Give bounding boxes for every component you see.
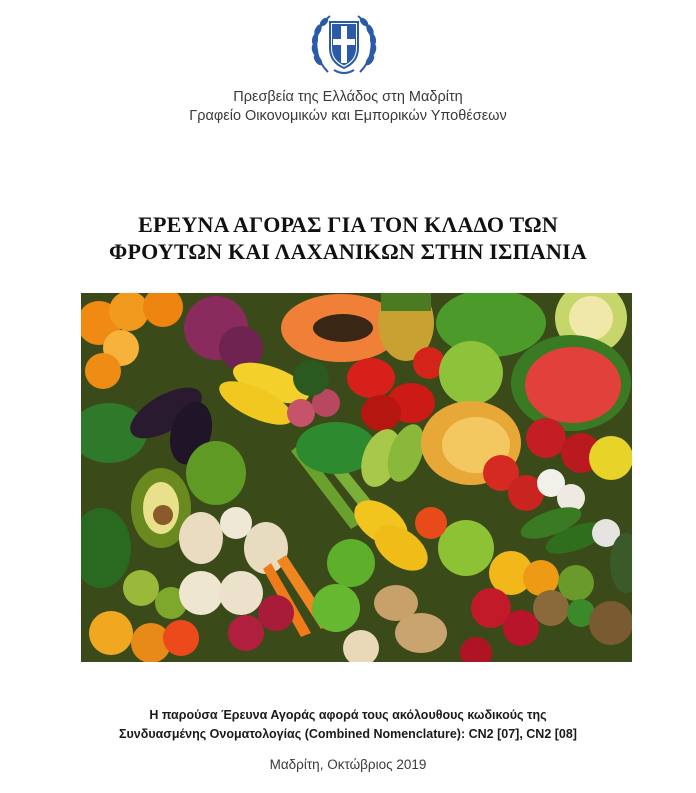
place-and-date: Μαδρίτη, Οκτώβριος 2019	[269, 757, 427, 772]
greek-coat-of-arms-icon	[306, 10, 382, 80]
report-title-line2: ΦΡΟΥΤΩΝ ΚΑΙ ΛΑΧΑΝΙΚΩΝ ΣΤΗΝ ΙΣΠΑΝΙΑ	[109, 239, 587, 264]
nomenclature-note-line2: Συνδυασμένης Ονοματολογίας (Combined Nomenclature): CN2 [07], CN2 [08]	[119, 727, 577, 741]
office-name: Γραφείο Οικονομικών και Εμπορικών Υποθέσεων	[189, 108, 507, 124]
nomenclature-note-line1: Η παρούσα Έρευνα Αγοράς αφορά τους ακόλουθους κωδικούς της	[149, 708, 547, 722]
fruits-and-vegetables-photo	[81, 293, 632, 662]
embassy-name: Πρεσβεία της Ελλάδος στη Μαδρίτη	[233, 89, 463, 105]
report-title-line1: ΕΡΕΥΝΑ ΑΓΟΡΑΣ ΓΙΑ ΤΟΝ ΚΛΑΔΟ ΤΩΝ	[138, 212, 558, 237]
